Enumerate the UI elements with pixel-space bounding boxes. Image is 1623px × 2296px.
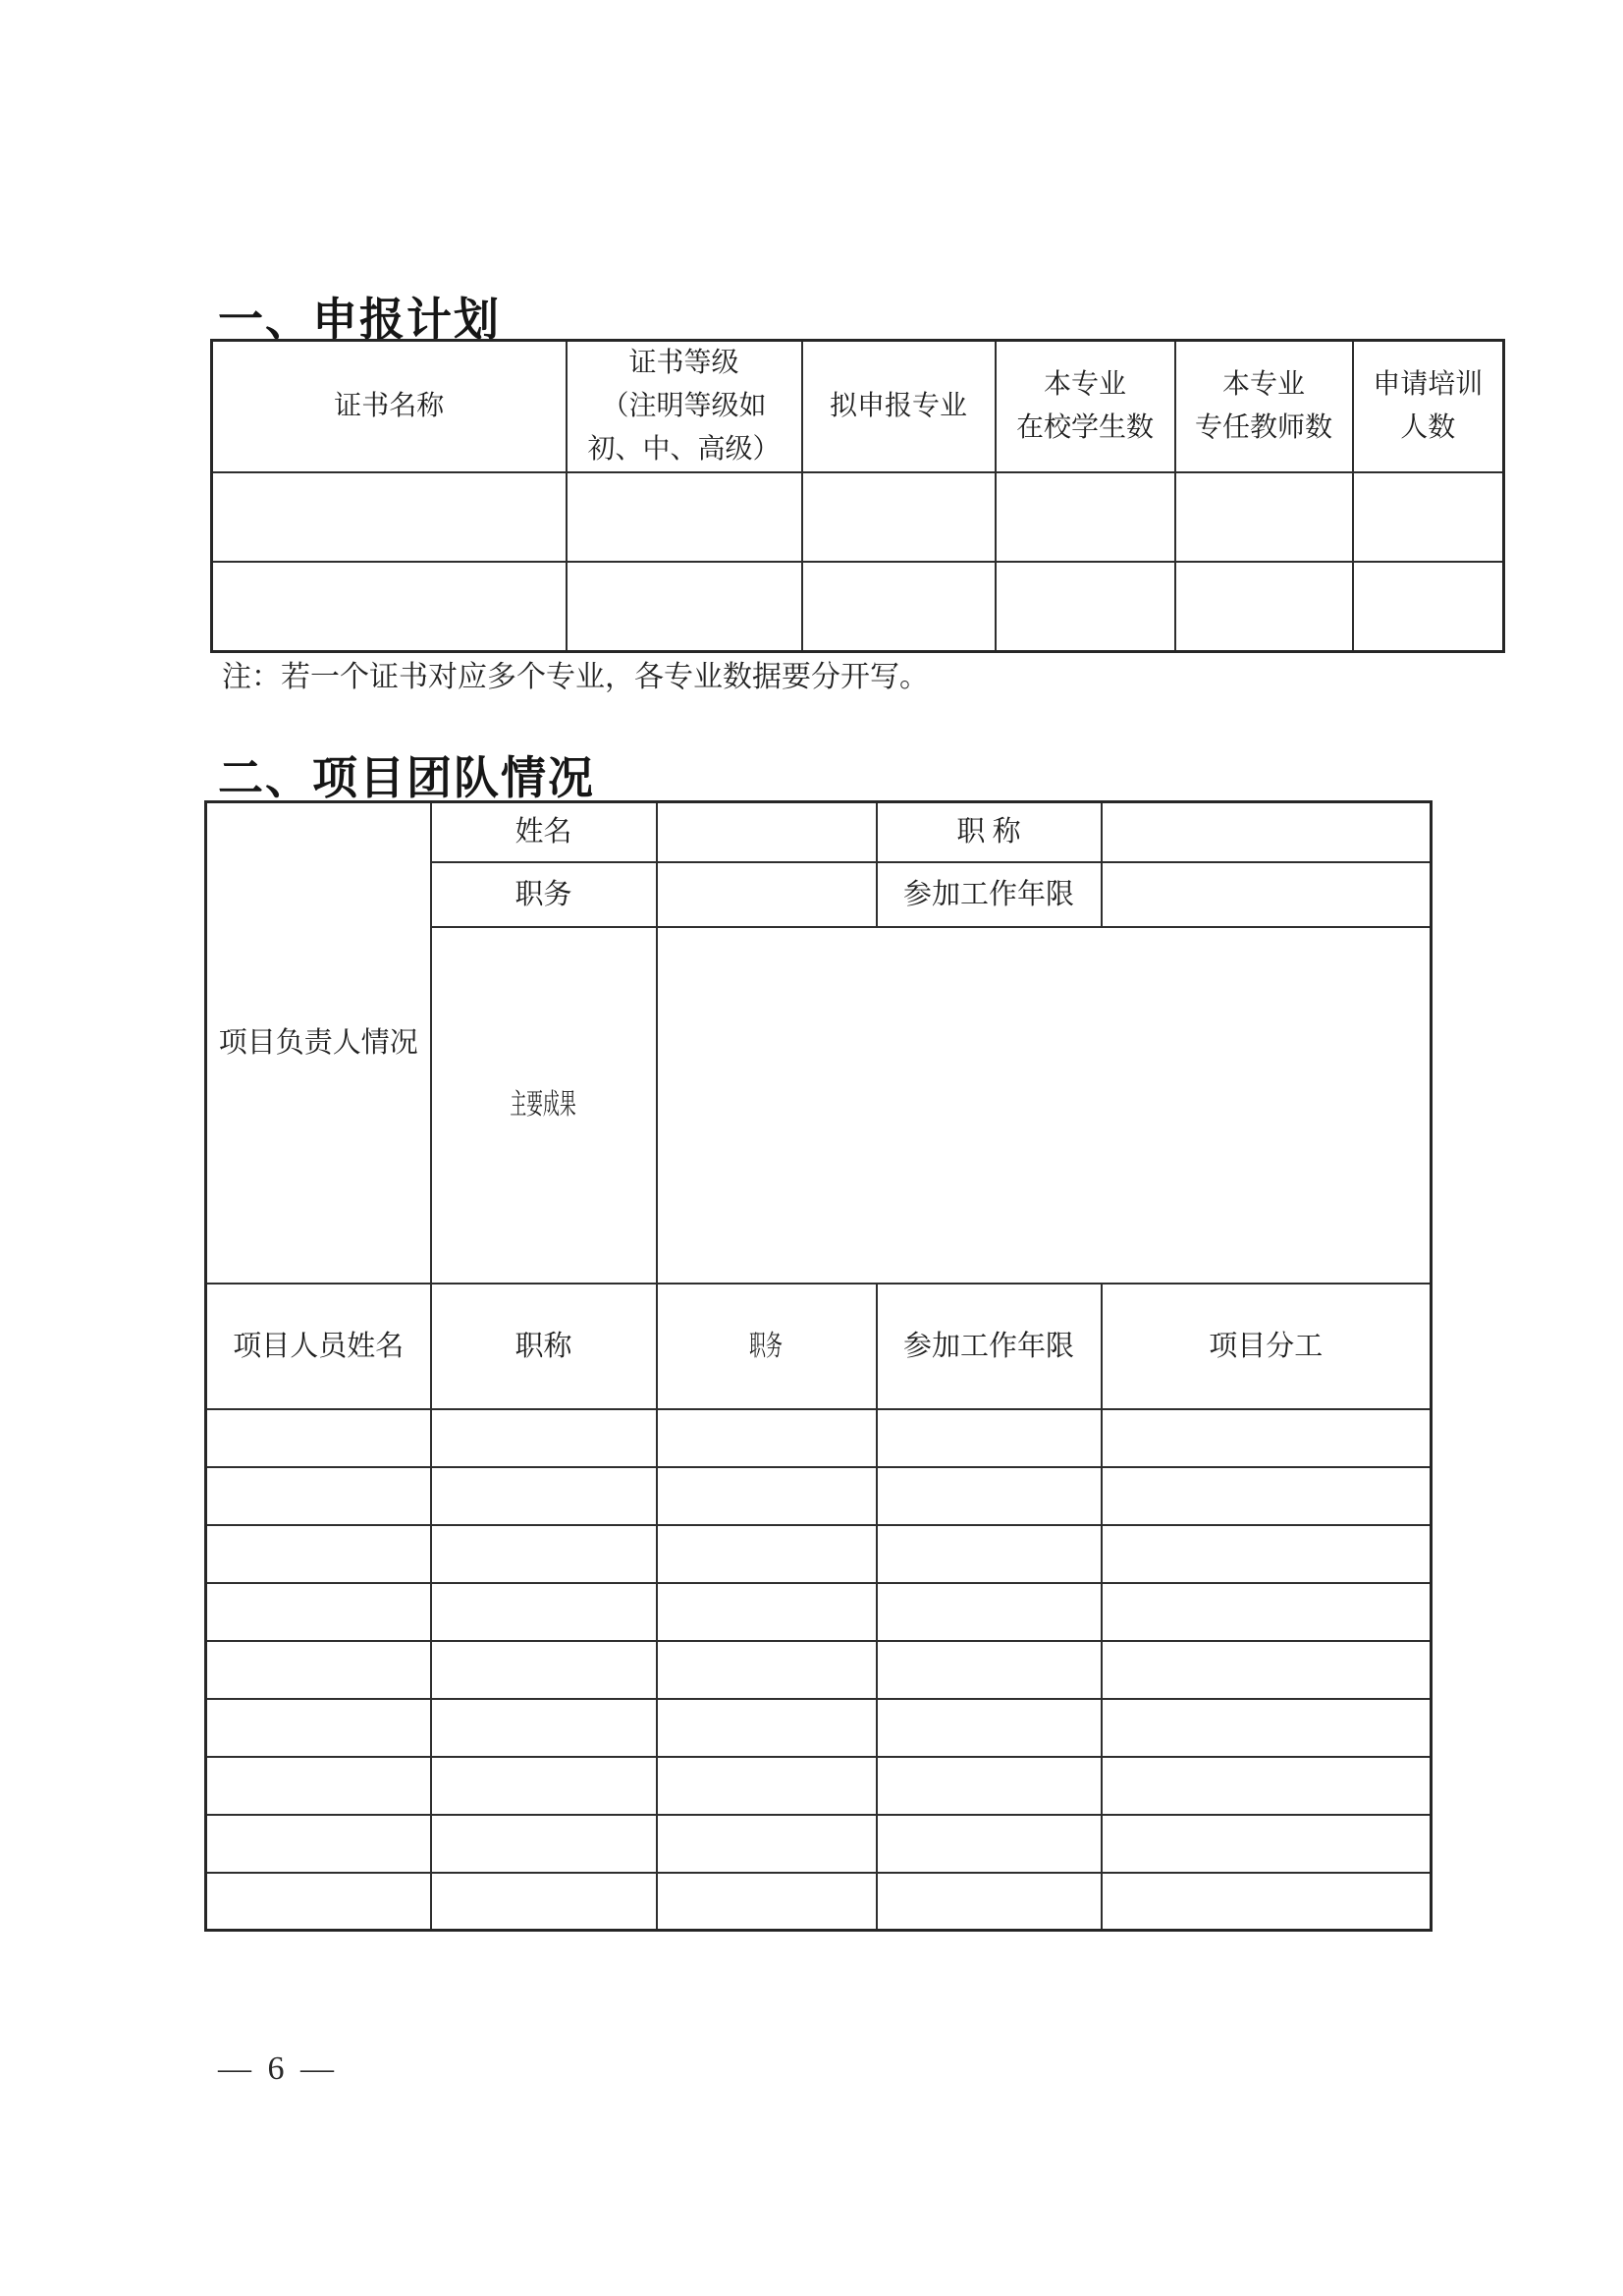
students-count-header <box>996 341 1175 473</box>
member-name-header: 项目人员姓名 <box>206 1284 431 1409</box>
empty-cell <box>877 1583 1102 1641</box>
empty-cell <box>1102 1873 1432 1931</box>
empty-cell <box>1175 562 1353 651</box>
leader-position-value-cell <box>657 862 877 927</box>
proposed-major-header <box>802 341 996 473</box>
empty-cell <box>212 562 567 651</box>
member-position-header-text: 职务 <box>749 1330 784 1362</box>
leader-name-value-cell <box>657 802 877 862</box>
team-table <box>204 800 1433 1932</box>
leader-achievements-label <box>431 927 657 1284</box>
empty-cell <box>206 1699 431 1757</box>
empty-cell <box>877 1525 1102 1583</box>
empty-cell <box>877 1815 1102 1873</box>
empty-cell <box>1175 472 1353 562</box>
member-empty-row <box>206 1467 1432 1525</box>
empty-cell <box>206 1757 431 1815</box>
empty-cell <box>1102 1525 1432 1583</box>
leader-name-row <box>206 802 1432 862</box>
header-line: 人数 <box>1400 412 1456 443</box>
trainees-count-header <box>1353 341 1504 473</box>
member-position-header <box>657 1284 877 1409</box>
empty-cell <box>206 1815 431 1873</box>
empty-cell <box>1102 1409 1432 1467</box>
member-empty-row <box>206 1409 1432 1467</box>
empty-cell <box>1102 1583 1432 1641</box>
leader-name-label: 姓名 <box>431 802 657 862</box>
teachers-count-header <box>1175 341 1353 473</box>
leader-position-label: 职务 <box>431 862 657 927</box>
header-line: 证书名称 <box>334 391 445 421</box>
empty-cell <box>877 1873 1102 1931</box>
empty-cell <box>1102 1815 1432 1873</box>
cert-name-header <box>212 341 567 473</box>
empty-cell <box>877 1699 1102 1757</box>
empty-cell <box>206 1467 431 1525</box>
achievements-label-text: 主要成果 <box>510 1089 577 1121</box>
member-empty-row <box>206 1699 1432 1757</box>
empty-cell <box>431 1757 657 1815</box>
empty-cell <box>431 1525 657 1583</box>
plan-empty-row <box>212 472 1504 562</box>
empty-cell <box>206 1583 431 1641</box>
header-line: 申请培训 <box>1373 369 1484 400</box>
empty-cell <box>567 562 802 651</box>
empty-cell <box>431 1583 657 1641</box>
member-empty-row <box>206 1757 1432 1815</box>
section1-title: 一、申报计划 <box>218 294 501 345</box>
header-line: 拟申报专业 <box>829 391 967 421</box>
member-empty-row <box>206 1873 1432 1931</box>
empty-cell <box>1353 562 1504 651</box>
empty-cell <box>431 1409 657 1467</box>
empty-cell <box>802 562 996 651</box>
header-line: 证书等级 <box>628 348 739 378</box>
empty-cell <box>431 1699 657 1757</box>
member-empty-row <box>206 1583 1432 1641</box>
cert-level-header <box>567 341 802 473</box>
empty-cell <box>996 472 1175 562</box>
plan-table <box>210 339 1505 653</box>
empty-cell <box>206 1525 431 1583</box>
leader-group-label: 项目负责人情况 <box>206 802 431 1284</box>
empty-cell <box>657 1583 877 1641</box>
empty-cell <box>1102 1757 1432 1815</box>
leader-years-value-cell <box>1102 862 1432 927</box>
plan-empty-row <box>212 562 1504 651</box>
empty-cell <box>877 1757 1102 1815</box>
header-line: （注明等级如 <box>601 391 767 421</box>
header-line: 初、中、高级） <box>587 434 781 465</box>
header-line: 在校学生数 <box>1015 412 1154 443</box>
empty-cell <box>1102 1699 1432 1757</box>
header-line: 本专业 <box>1221 369 1305 400</box>
header-line: 本专业 <box>1043 369 1126 400</box>
empty-cell <box>657 1699 877 1757</box>
member-division-header: 项目分工 <box>1102 1284 1432 1409</box>
member-title-header: 职称 <box>431 1284 657 1409</box>
member-empty-row <box>206 1815 1432 1873</box>
empty-cell <box>657 1641 877 1699</box>
empty-cell <box>206 1641 431 1699</box>
leader-title-value-cell <box>1102 802 1432 862</box>
empty-cell <box>877 1641 1102 1699</box>
empty-cell <box>877 1409 1102 1467</box>
empty-cell <box>431 1467 657 1525</box>
empty-cell <box>206 1873 431 1931</box>
empty-cell <box>1353 472 1504 562</box>
empty-cell <box>431 1873 657 1931</box>
empty-cell <box>212 472 567 562</box>
members-header-row <box>206 1284 1432 1409</box>
plan-header-row <box>212 341 1504 473</box>
page-number: — 6 — <box>218 2050 338 2087</box>
leader-title-label: 职 称 <box>877 802 1102 862</box>
plan-note: 注：若一个证书对应多个专业，各专业数据要分开写。 <box>222 661 929 693</box>
empty-cell <box>657 1815 877 1873</box>
empty-cell <box>1102 1641 1432 1699</box>
leader-years-label: 参加工作年限 <box>877 862 1102 927</box>
leader-achievements-value-cell <box>657 927 1432 1284</box>
empty-cell <box>996 562 1175 651</box>
member-years-header: 参加工作年限 <box>877 1284 1102 1409</box>
empty-cell <box>567 472 802 562</box>
empty-cell <box>431 1815 657 1873</box>
member-empty-row <box>206 1641 1432 1699</box>
empty-cell <box>206 1409 431 1467</box>
empty-cell <box>657 1409 877 1467</box>
empty-cell <box>657 1525 877 1583</box>
empty-cell <box>802 472 996 562</box>
empty-cell <box>431 1641 657 1699</box>
empty-cell <box>877 1467 1102 1525</box>
member-empty-row <box>206 1525 1432 1583</box>
empty-cell <box>1102 1467 1432 1525</box>
header-line: 专任教师数 <box>1194 412 1332 443</box>
empty-cell <box>657 1757 877 1815</box>
empty-cell <box>657 1873 877 1931</box>
section2-title: 二、项目团队情况 <box>218 752 595 803</box>
empty-cell <box>657 1467 877 1525</box>
